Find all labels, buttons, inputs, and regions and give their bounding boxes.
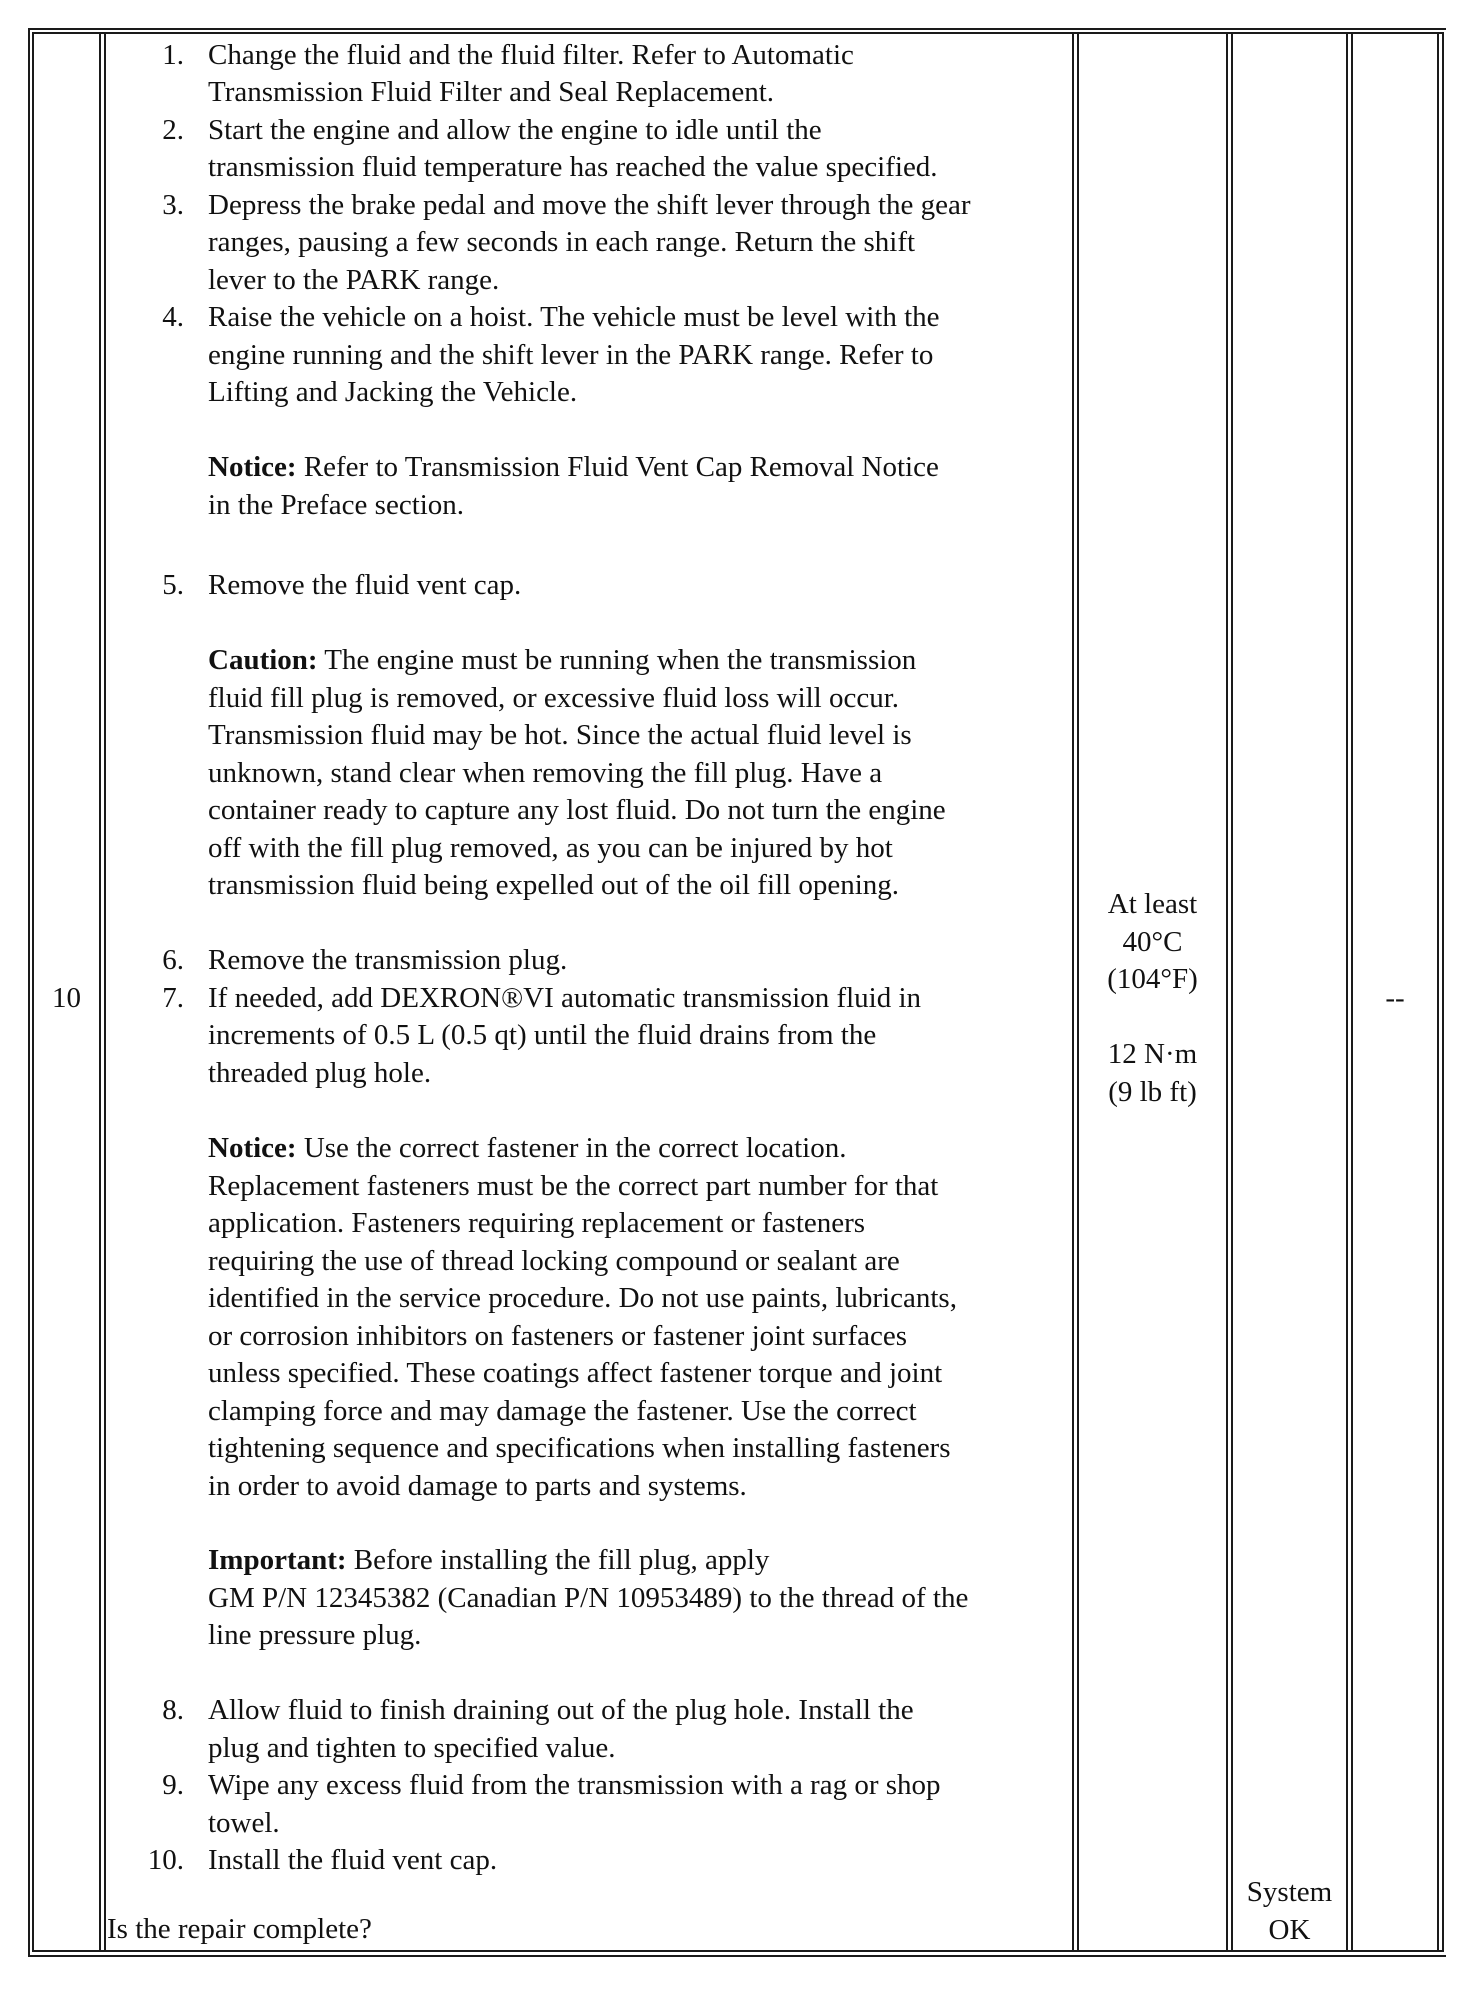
col-line-8 [1231, 32, 1233, 1952]
step-num: 7. [162, 982, 184, 1014]
step-line: ranges, pausing a few seconds in each range. Return the shift [208, 226, 916, 258]
step-line: Remove the fluid vent cap. [208, 569, 522, 601]
value-torque: 12 N·m (9 lb ft) [1107, 1038, 1198, 1108]
step-line: plug and tighten to specified value. [208, 1732, 616, 1764]
step-line: lever to the PARK range. [208, 264, 500, 296]
step-line: Remove the transmission plug. [208, 944, 568, 976]
important-text-first: Before installing the fill plug, apply [346, 1544, 770, 1576]
caution-text-first: The engine must be running when the transmission [317, 644, 917, 676]
value-temperature: At least 40°C (104°F) [1107, 888, 1198, 995]
step-num: 5. [162, 569, 184, 601]
notice-text-first: Refer to Transmission Fluid Vent Cap Removal Notice [296, 451, 939, 483]
step-line: Depress the brake pedal and move the shift lever through the gear [208, 189, 971, 221]
step-line: Change the fluid and the fluid filter. Refer to Automatic [208, 39, 854, 71]
step-line: Lifting and Jacking the Vehicle. [208, 376, 578, 408]
table-border-top-outer [28, 28, 1446, 30]
col-line-9 [1346, 32, 1348, 1952]
notice-text: in the Preface section. [208, 488, 465, 521]
step-line: Wipe any excess fluid from the transmission with a rag or shop [208, 1769, 941, 1801]
caution-fill-plug [208, 642, 946, 905]
notice-text: Replacement fasteners must be the correct part number for that application. Fasteners requiring replacement or fasteners requiring the use of thread locking compound or sealant are identified in the service procedure. Do not use paints, lubricants, or corrosion inhibitors on fasteners or fastener joint surfaces unless specified. These coatings affect fastener torque and joint clamping force and may damage the fastener. Use the correct tightening sequence and specifications when installing fasteners in order to avoid damage to parts and systems. [208, 1169, 957, 1502]
step-num: 4. [162, 301, 184, 333]
no-result: -- [1385, 982, 1405, 1014]
step-num: 2. [162, 114, 184, 146]
col-line-4 [104, 32, 106, 1952]
question: Is the repair complete? [107, 1913, 372, 1945]
yes-result: System OK [1246, 1876, 1333, 1946]
col-line-7 [1226, 32, 1228, 1952]
table-border-bottom-outer [28, 1955, 1446, 1957]
step-line: transmission fluid temperature has reached the value specified. [208, 151, 938, 183]
step-number: 10 [52, 982, 81, 1014]
step-line: Install the fluid vent cap. [208, 1844, 498, 1876]
step-line: Raise the vehicle on a hoist. The vehicle must be level with the [208, 301, 940, 333]
caution-text: fluid fill plug is removed, or excessive fluid loss will occur. Transmission fluid may be hot. Since the actual fluid level is unknown, stand clear when removing the fill plug. Have a container ready to capture any lost fluid. Do not turn the engine off with the fill plug removed, as you can be injured by hot transmission fluid being expelled out of the oil fill opening. [208, 681, 946, 901]
important-text: GM P/N 12345382 (Canadian P/N 10953489) to the thread of the line pressure plug. [208, 1581, 969, 1651]
caution-label: Caution: [208, 644, 318, 676]
step-line: threaded plug hole. [208, 1057, 432, 1089]
notice-text-first: Use the correct fastener in the correct location. [296, 1132, 847, 1164]
step-line: increments of 0.5 L (0.5 qt) until the fluid drains from the [208, 1019, 877, 1051]
notice-label: Notice: [208, 451, 297, 483]
step-line: engine running and the shift lever in the PARK range. Refer to [208, 339, 934, 371]
step-num: 10. [147, 1844, 184, 1876]
step-num: 9. [162, 1769, 184, 1801]
notice-label: Notice: [208, 1132, 297, 1164]
step-line: If needed, add DEXRON®VI automatic transmission fluid in [208, 982, 922, 1014]
col-line-12 [1442, 32, 1444, 1952]
step-num: 3. [162, 189, 184, 221]
col-line-1 [28, 28, 30, 1957]
step-num: 6. [162, 944, 184, 976]
col-line-11 [1437, 32, 1439, 1952]
important-label: Important: [208, 1544, 347, 1576]
col-line-5 [1072, 32, 1074, 1952]
step-line: Transmission Fluid Filter and Seal Replacement. [208, 76, 774, 108]
notice-vent-cap [208, 449, 939, 524]
step-line: towel. [208, 1807, 280, 1839]
col-line-3 [99, 32, 101, 1952]
step-line: Start the engine and allow the engine to idle until the [208, 114, 822, 146]
step-line: Allow fluid to finish draining out of the plug hole. Install the [208, 1694, 914, 1726]
important-fill-plug [208, 1542, 968, 1655]
notice-fasteners [208, 1130, 957, 1505]
step-num: 8. [162, 1694, 184, 1726]
step-num: 1. [162, 39, 184, 71]
